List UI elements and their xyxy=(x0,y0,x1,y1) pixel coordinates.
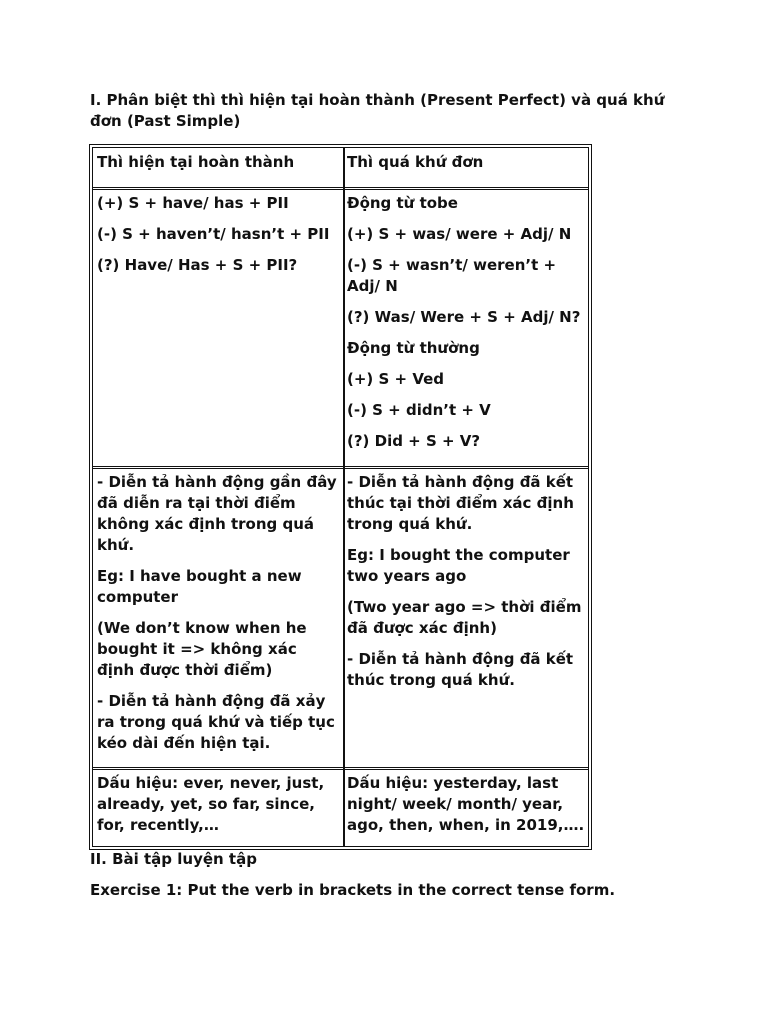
verb-question: (?) Did + S + V? xyxy=(347,432,481,450)
exercise-1-instruction: Exercise 1: Put the verb in brackets in the correct tense form. xyxy=(90,881,616,899)
tobe-label: Động từ tobe xyxy=(347,194,458,212)
header-present-perfect: Thì hiện tại hoàn thành xyxy=(97,153,295,171)
usage-2: - Diễn tả hành động đã kết thúc trong quá khứ. xyxy=(347,650,574,689)
example-note: (Two year ago => thời điểm đã được xác định) xyxy=(347,598,582,637)
tobe-question: (?) Was/ Were + S + Adj/ N? xyxy=(347,308,581,326)
usage-1: - Diễn tả hành động gần đây đã diễn ra tại thời điểm không xác định trong quá khứ. xyxy=(97,473,337,554)
usage-2: - Diễn tả hành động đã xảy ra trong quá khứ và tiếp tục kéo dài đến hiện tại. xyxy=(97,692,335,752)
heading-line-2: đơn (Past Simple) xyxy=(90,112,241,130)
tobe-negative: (-) S + wasn’t/ weren’t + Adj/ N xyxy=(347,256,557,295)
section-2-heading: II. Bài tập luyện tập xyxy=(90,850,257,868)
example: Eg: I bought the computer two years ago xyxy=(347,546,570,585)
regular-verb-label: Động từ thường xyxy=(347,339,480,357)
table-inner-border xyxy=(92,147,589,847)
usage-1: - Diễn tả hành động đã kết thúc tại thời điểm xác định trong quá khứ. xyxy=(347,473,574,533)
form-question: (?) Have/ Has + S + PII? xyxy=(97,256,298,274)
column-divider xyxy=(343,148,345,846)
heading-line-1: I. Phân biệt thì thì hiện tại hoàn thành (Present Perfect) và quá khứ xyxy=(90,91,665,109)
header-row-divider xyxy=(93,187,588,190)
example: Eg: I have bought a new computer xyxy=(97,567,302,606)
past-simple-forms-cell xyxy=(347,193,587,462)
example-note: (We don’t know when he bought it => không xác định được thời điểm) xyxy=(97,619,307,679)
comparison-table xyxy=(89,144,592,850)
row-2-divider xyxy=(93,767,588,770)
signal-words: Dấu hiệu: yesterday, last night/ week/ month/ year, ago, then, when, in 2019,…. xyxy=(347,774,585,834)
signal-words: Dấu hiệu: ever, never, just, already, yet, so far, since, for, recently,… xyxy=(97,774,325,834)
present-perfect-signals-cell xyxy=(97,773,337,846)
verb-affirmative: (+) S + Ved xyxy=(347,370,445,388)
header-cell-present-perfect xyxy=(97,152,337,183)
form-affirmative: (+) S + have/ has + PII xyxy=(97,194,289,212)
present-perfect-usage-cell xyxy=(97,472,337,764)
verb-negative: (-) S + didn’t + V xyxy=(347,401,491,419)
tobe-affirmative: (+) S + was/ were + Adj/ N xyxy=(347,225,572,243)
form-negative: (-) S + haven’t/ hasn’t + PII xyxy=(97,225,330,243)
header-past-simple: Thì quá khứ đơn xyxy=(347,153,484,171)
past-simple-signals-cell xyxy=(347,773,587,846)
past-simple-usage-cell xyxy=(347,472,587,701)
row-1-divider xyxy=(93,466,588,469)
present-perfect-forms-cell xyxy=(97,193,337,286)
section-1-heading xyxy=(90,90,690,132)
header-cell-past-simple xyxy=(347,152,587,183)
